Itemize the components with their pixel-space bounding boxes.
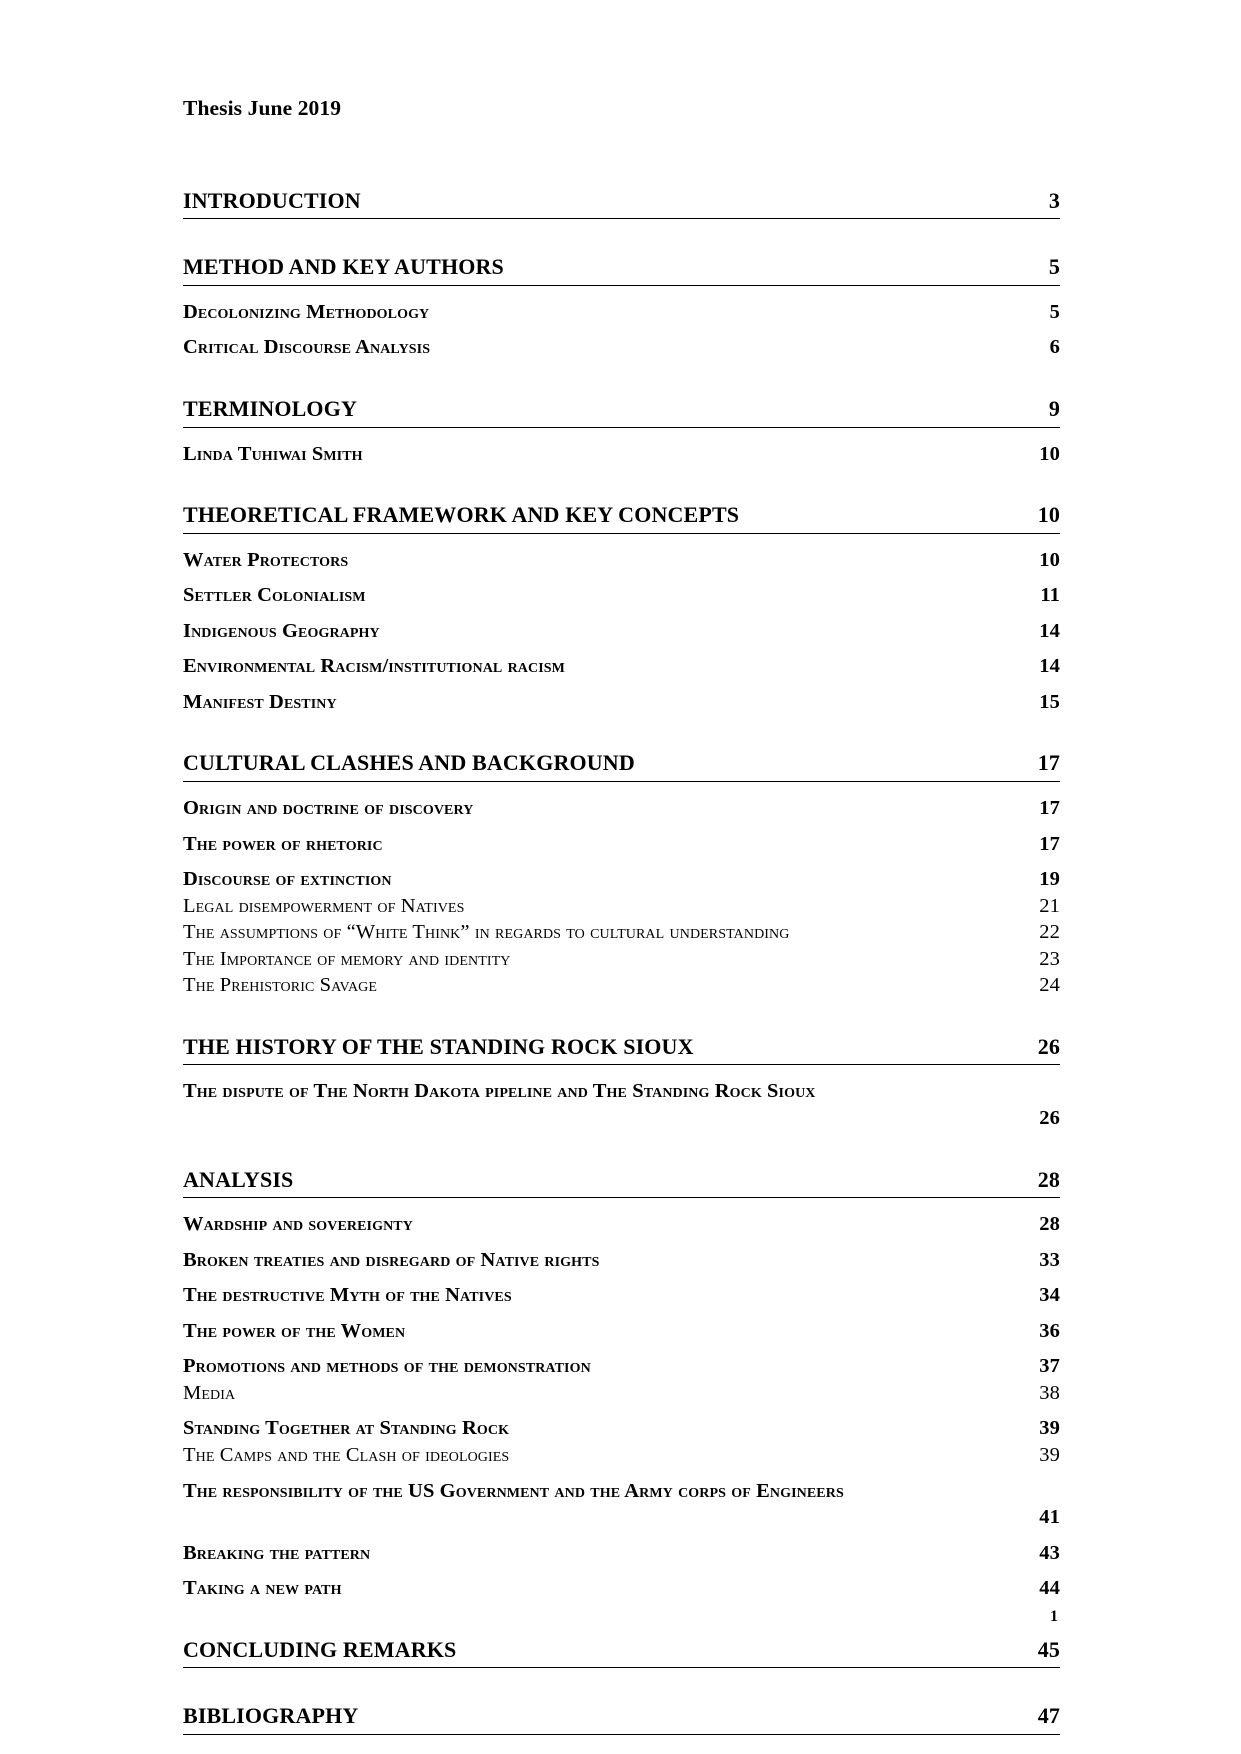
toc-entry-label: Linda Tuhiwai Smith <box>183 442 363 465</box>
toc-entry-page-number: 36 <box>1039 1319 1060 1342</box>
toc-entry-level-2[interactable] <box>183 1353 1060 1380</box>
toc-entry-level-1[interactable] <box>183 253 1060 286</box>
toc-entry-page-number: 44 <box>1039 1577 1060 1600</box>
toc-entry-page-number: 6 <box>1049 336 1060 359</box>
toc-entry-label: Legal disempowerment of Natives <box>183 894 465 917</box>
toc-entry-page-row <box>183 1105 1060 1132</box>
toc-entry-label: Standing Together at Standing Rock <box>183 1417 510 1440</box>
toc-entry-page-number: 17 <box>1039 832 1060 855</box>
toc-entry-label: Settler Colonialism <box>183 584 366 607</box>
toc-entry-page-number: 15 <box>1039 690 1060 713</box>
toc-entry-level-2[interactable] <box>183 441 1060 468</box>
toc-entry-page-number: 26 <box>1037 1033 1060 1059</box>
toc-entry-level-3[interactable] <box>183 1442 1060 1469</box>
toc-entry-label: Taking a new path <box>183 1577 342 1600</box>
toc-entry-page-number: 21 <box>1039 894 1060 917</box>
toc-entry-page-number: 10 <box>1037 502 1060 528</box>
toc-entry-label: Media <box>183 1381 236 1404</box>
toc-entry-level-2[interactable] <box>183 866 1060 893</box>
toc-entry-label: The power of rhetoric <box>183 832 383 855</box>
toc-entry-page-number: 14 <box>1039 619 1060 642</box>
toc-entry-page-number: 5 <box>1049 300 1060 323</box>
toc-entry-label: INTRODUCTION <box>183 187 361 213</box>
toc-entry-label: Manifest Destiny <box>183 690 337 713</box>
toc-entry-level-3[interactable] <box>183 972 1060 999</box>
toc-entry-page-number: 9 <box>1048 396 1060 421</box>
toc-entry-level-3[interactable] <box>183 1380 1060 1407</box>
toc-entry-level-2[interactable] <box>183 618 1060 645</box>
toc-entry-page-number: 39 <box>1039 1417 1060 1440</box>
toc-entry-page-number: 14 <box>1039 655 1060 678</box>
toc-entry-page-number: 43 <box>1039 1541 1060 1564</box>
toc-entry-label: CONCLUDING REMARKS <box>183 1636 457 1662</box>
toc-entry-page-number: 47 <box>1037 1703 1060 1729</box>
toc-entry-label: THEORETICAL FRAMEWORK AND KEY CONCEPTS <box>183 502 740 528</box>
toc-entry-label: The Prehistoric Savage <box>183 974 378 997</box>
toc-entry-page-number: 28 <box>1039 1213 1060 1236</box>
page-folio: 1 <box>1050 1608 1058 1625</box>
toc-content <box>183 96 1060 1735</box>
toc-entry-level-2[interactable] <box>183 582 1060 609</box>
toc-entry-page-number: 3 <box>1048 187 1060 213</box>
toc-entry-label: The destructive Myth of the Natives <box>183 1284 512 1307</box>
toc-entry-page-number: 10 <box>1039 548 1060 571</box>
toc-entry-level-2[interactable] <box>183 299 1060 326</box>
toc-entry-page-number: 22 <box>1039 921 1060 944</box>
toc-entry-label: Discourse of extinction <box>183 868 392 891</box>
toc-leader-space <box>183 1105 1023 1132</box>
toc-entry-page-number: 23 <box>1039 947 1060 970</box>
toc-entry-page-number: 11 <box>1040 584 1060 607</box>
toc-entry-page-number: 10 <box>1039 442 1060 465</box>
toc-entry-level-2[interactable] <box>183 831 1060 858</box>
toc-entry-label: The assumptions of “White Think” in regards to cultural understanding <box>183 921 790 944</box>
toc-entry-page-number: 24 <box>1039 974 1060 997</box>
toc-entry-page-number: 45 <box>1037 1636 1060 1662</box>
toc-leader-space <box>183 1504 1023 1531</box>
toc-entry-page-number: 34 <box>1039 1284 1060 1307</box>
toc-entry-label: The Importance of memory and identity <box>183 947 511 970</box>
toc-entry-label: Origin and doctrine of discovery <box>183 797 474 820</box>
toc-entry-level-2[interactable] <box>183 1478 1060 1531</box>
toc-entry-label: METHOD AND KEY AUTHORS <box>183 254 504 280</box>
toc-entry-label: Critical Discourse Analysis <box>183 336 431 359</box>
toc-entry-label: Broken treaties and disregard of Native rights <box>183 1248 600 1271</box>
toc-entry-level-3[interactable] <box>183 946 1060 973</box>
toc-entry-level-2[interactable] <box>183 1247 1060 1274</box>
toc-entry-label: Environmental Racism/institutional racism <box>183 655 565 678</box>
toc-entry-level-2[interactable] <box>183 1211 1060 1238</box>
toc-entry-page-number: 37 <box>1039 1355 1060 1378</box>
toc-entry-level-2[interactable] <box>183 1415 1060 1442</box>
running-header: Thesis June 2019 <box>183 96 342 120</box>
table-of-contents <box>183 187 1060 1735</box>
toc-entry-label: THE HISTORY OF THE STANDING ROCK SIOUX <box>183 1033 694 1059</box>
toc-entry-level-1[interactable] <box>183 1166 1060 1199</box>
toc-entry-level-2[interactable] <box>183 1318 1060 1345</box>
toc-entry-label: Indigenous Geography <box>183 619 380 642</box>
toc-entry-page-number: 26 <box>1039 1107 1060 1130</box>
toc-entry-level-2[interactable] <box>183 689 1060 716</box>
toc-entry-level-1[interactable] <box>183 1702 1060 1735</box>
toc-entry-level-2[interactable] <box>183 1540 1060 1567</box>
toc-entry-label: Water Protectors <box>183 548 349 571</box>
toc-entry-level-1[interactable] <box>183 749 1060 782</box>
toc-entry-level-2[interactable] <box>183 795 1060 822</box>
toc-entry-page-number: 28 <box>1037 1166 1060 1192</box>
toc-entry-label: The power of the Women <box>183 1319 406 1342</box>
toc-entry-level-2[interactable] <box>183 334 1060 361</box>
toc-entry-level-1[interactable] <box>183 187 1060 220</box>
toc-entry-page-number: 17 <box>1037 750 1060 776</box>
toc-entry-label: The responsibility of the US Government and the Army corps of Engineers <box>183 1479 844 1502</box>
toc-entry-label: ANALYSIS <box>183 1166 294 1192</box>
toc-entry-page-number: 5 <box>1048 254 1060 280</box>
toc-entry-level-1[interactable] <box>183 395 1060 428</box>
toc-entry-label: Promotions and methods of the demonstration <box>183 1355 591 1378</box>
toc-entry-page-number: 41 <box>1039 1506 1060 1529</box>
toc-entry-label: BIBLIOGRAPHY <box>183 1703 359 1729</box>
toc-entry-label: TERMINOLOGY <box>183 396 357 421</box>
toc-entry-page-number: 33 <box>1039 1248 1060 1271</box>
toc-entry-label: Wardship and sovereignty <box>183 1213 413 1236</box>
toc-entry-page-number: 19 <box>1039 868 1060 891</box>
toc-entry-level-2[interactable] <box>183 547 1060 574</box>
toc-entry-level-1[interactable] <box>183 1033 1060 1066</box>
toc-entry-level-2[interactable] <box>183 1575 1060 1602</box>
toc-entry-label: Breaking the pattern <box>183 1541 371 1564</box>
toc-entry-level-3[interactable] <box>183 919 1060 946</box>
toc-entry-page-number: 17 <box>1039 797 1060 820</box>
toc-entry-label: The dispute of The North Dakota pipeline and The Standing Rock Sioux <box>183 1080 816 1103</box>
toc-entry-level-1[interactable] <box>183 501 1060 534</box>
toc-entry-level-3[interactable] <box>183 893 1060 920</box>
toc-entry-level-2[interactable] <box>183 1282 1060 1309</box>
toc-entry-page-number: 39 <box>1039 1444 1060 1466</box>
toc-entry-level-1[interactable] <box>183 1636 1060 1669</box>
toc-entry-page-row <box>183 1504 1060 1531</box>
toc-entry-level-2[interactable] <box>183 653 1060 680</box>
toc-entry-page-number: 38 <box>1039 1381 1060 1404</box>
toc-entry-label: The Camps and the Clash of ideologies <box>183 1444 510 1466</box>
toc-entry-level-2[interactable] <box>183 1078 1060 1131</box>
toc-entry-label: Decolonizing Methodology <box>183 300 430 323</box>
toc-entry-label: CULTURAL CLASHES AND BACKGROUND <box>183 750 635 776</box>
